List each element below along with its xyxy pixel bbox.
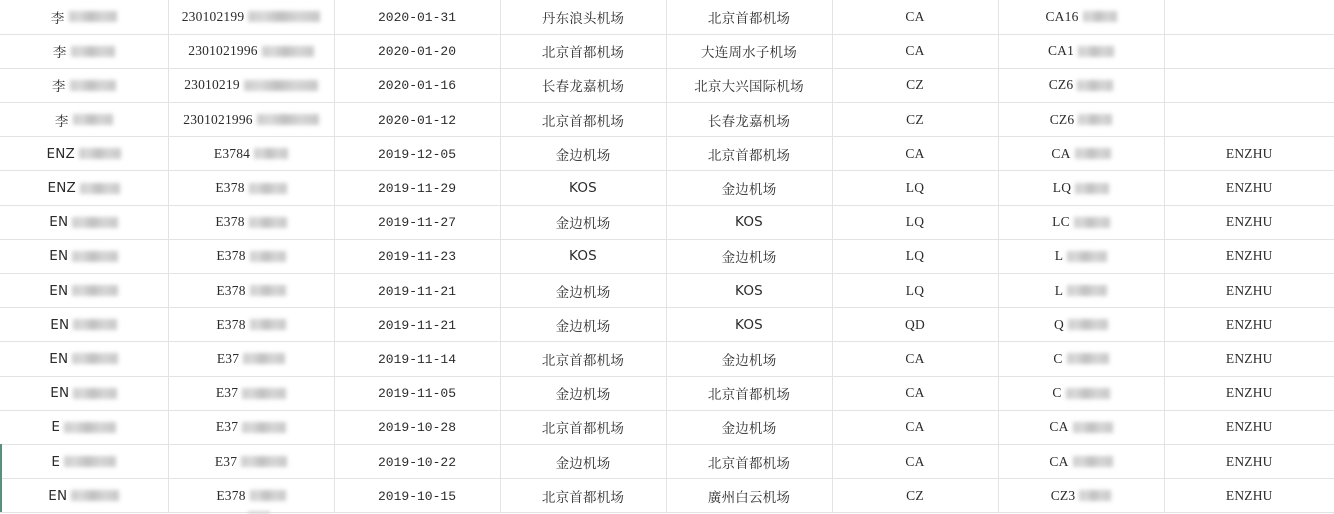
passenger-name-cell bbox=[0, 103, 168, 137]
arrival-airport-cell-text: 北京首都机场 bbox=[707, 147, 791, 164]
redaction-block bbox=[1066, 388, 1110, 399]
flight-number-cell bbox=[998, 103, 1164, 137]
id-number-cell bbox=[168, 68, 334, 102]
id-number-cell-text: 230102199 bbox=[181, 8, 245, 24]
flight-number-cell-text: CA1 bbox=[1047, 43, 1075, 59]
departure-airport-cell bbox=[500, 308, 666, 342]
passenger-name-cell bbox=[0, 68, 168, 102]
flight-date-cell-text: 2019-11-21 bbox=[377, 283, 456, 299]
tag-cell bbox=[1164, 376, 1334, 410]
redaction-block bbox=[250, 319, 286, 330]
table-row[interactable] bbox=[0, 239, 1334, 273]
redaction-block bbox=[69, 11, 117, 22]
redaction-block bbox=[262, 46, 314, 57]
passenger-name-cell bbox=[0, 342, 168, 376]
departure-airport-cell bbox=[500, 171, 666, 205]
arrival-airport-cell-text: 大连周水子机场 bbox=[701, 45, 797, 62]
redaction-block bbox=[248, 11, 320, 22]
airline-code-cell-text: LQ bbox=[905, 180, 925, 196]
tag-cell bbox=[1164, 410, 1334, 444]
flight-date-cell bbox=[334, 376, 500, 410]
arrival-airport-cell bbox=[666, 137, 832, 171]
id-number-cell bbox=[168, 274, 334, 308]
redaction-block bbox=[73, 114, 113, 125]
passenger-name-cell-text: 李 bbox=[51, 79, 66, 96]
flight-date-cell-text: 2019-11-21 bbox=[377, 317, 456, 333]
table-row[interactable] bbox=[0, 103, 1334, 137]
id-number-cell-text: E378 bbox=[216, 282, 246, 298]
redaction-block bbox=[72, 285, 118, 296]
redaction-block bbox=[1068, 319, 1108, 330]
airline-code-cell-text: CA bbox=[905, 385, 925, 401]
airline-code-cell bbox=[832, 103, 998, 137]
table-row[interactable] bbox=[0, 308, 1334, 342]
id-number-cell bbox=[168, 479, 334, 513]
arrival-airport-cell bbox=[666, 0, 832, 34]
airline-code-cell-text: CZ bbox=[906, 111, 924, 127]
table-row[interactable] bbox=[0, 479, 1334, 513]
airline-code-cell bbox=[832, 171, 998, 205]
redaction-block bbox=[1067, 251, 1107, 262]
arrival-airport-cell bbox=[666, 274, 832, 308]
flight-number-cell bbox=[998, 0, 1164, 34]
redaction-block bbox=[244, 80, 318, 91]
departure-airport-cell bbox=[500, 68, 666, 102]
arrival-airport-cell bbox=[666, 342, 832, 376]
flight-number-cell bbox=[998, 479, 1164, 513]
tag-cell-text: ENZHU bbox=[1225, 487, 1273, 503]
flight-date-cell-text: 2019-10-28 bbox=[377, 420, 456, 436]
flight-date-cell-text: 2019-10-15 bbox=[377, 488, 456, 504]
tag-cell bbox=[1164, 342, 1334, 376]
airline-code-cell bbox=[832, 376, 998, 410]
airline-code-cell bbox=[832, 68, 998, 102]
flight-date-cell bbox=[334, 103, 500, 137]
flight-number-cell-text: CA16 bbox=[1045, 8, 1079, 24]
tag-cell-text: ENZHU bbox=[1225, 350, 1273, 366]
table-row[interactable] bbox=[0, 444, 1334, 478]
passenger-name-cell bbox=[0, 205, 168, 239]
id-number-cell-text: E37 bbox=[215, 385, 239, 401]
flight-number-cell-text: CA bbox=[1051, 145, 1071, 161]
redaction-block bbox=[64, 422, 116, 433]
redaction-block bbox=[1067, 285, 1107, 296]
arrival-airport-cell bbox=[666, 103, 832, 137]
departure-airport-cell bbox=[500, 342, 666, 376]
airline-code-cell bbox=[832, 205, 998, 239]
redaction-block bbox=[243, 353, 285, 364]
passenger-name-cell bbox=[0, 444, 168, 478]
redaction-block bbox=[250, 490, 286, 501]
redaction-block bbox=[241, 456, 287, 467]
flight-number-cell-text: Q bbox=[1054, 316, 1064, 332]
arrival-airport-cell-text: 廣州白云机场 bbox=[707, 489, 791, 506]
redaction-block bbox=[1078, 114, 1112, 125]
airline-code-cell bbox=[832, 137, 998, 171]
redaction-block bbox=[73, 319, 117, 330]
flight-date-cell-text: 2020-01-31 bbox=[377, 9, 456, 25]
id-number-cell-text: 2301021996 bbox=[188, 43, 258, 59]
flight-number-cell-text: CZ6 bbox=[1049, 111, 1075, 127]
passenger-name-cell-text: EN bbox=[49, 214, 69, 231]
id-number-cell-text: E378 bbox=[216, 316, 246, 332]
arrival-airport-cell-text: 长春龙嘉机场 bbox=[707, 113, 791, 130]
row-selection-marker bbox=[0, 478, 2, 512]
departure-airport-cell bbox=[500, 444, 666, 478]
flight-number-cell bbox=[998, 205, 1164, 239]
table-row[interactable] bbox=[0, 274, 1334, 308]
redaction-block bbox=[249, 217, 287, 228]
flight-date-cell-text: 2019-10-22 bbox=[377, 454, 456, 470]
redaction-block bbox=[249, 183, 287, 194]
tag-cell-text: ENZHU bbox=[1225, 248, 1273, 264]
row-selection-marker bbox=[0, 444, 2, 478]
id-number-cell-text: E378 bbox=[216, 248, 246, 264]
redaction-block bbox=[64, 456, 116, 467]
id-number-cell-text: E37 bbox=[215, 419, 239, 435]
redaction-block bbox=[1073, 456, 1113, 467]
airline-code-cell bbox=[832, 274, 998, 308]
table-row[interactable] bbox=[0, 205, 1334, 239]
flight-date-cell bbox=[334, 171, 500, 205]
passenger-name-cell-text: EN bbox=[50, 316, 70, 333]
tag-cell bbox=[1164, 308, 1334, 342]
redaction-block bbox=[1067, 353, 1109, 364]
id-number-cell bbox=[168, 137, 334, 171]
flight-date-cell bbox=[334, 68, 500, 102]
passenger-name-cell bbox=[0, 274, 168, 308]
arrival-airport-cell-text: KOS bbox=[735, 214, 763, 231]
arrival-airport-cell bbox=[666, 444, 832, 478]
flight-date-cell bbox=[334, 308, 500, 342]
flight-number-cell bbox=[998, 444, 1164, 478]
redaction-block bbox=[80, 183, 120, 194]
table-row[interactable] bbox=[0, 410, 1334, 444]
id-number-cell-text: E3784 bbox=[213, 145, 251, 161]
flight-number-cell bbox=[998, 308, 1164, 342]
id-number-cell bbox=[168, 34, 334, 68]
tag-cell bbox=[1164, 479, 1334, 513]
tag-cell bbox=[1164, 137, 1334, 171]
redaction-block bbox=[242, 422, 286, 433]
arrival-airport-cell-text: 金边机场 bbox=[721, 421, 777, 438]
id-number-cell bbox=[168, 205, 334, 239]
redaction-block bbox=[242, 388, 286, 399]
id-number-cell-text: 2301021996 bbox=[183, 111, 253, 127]
passenger-name-cell-text: EN bbox=[48, 487, 68, 504]
departure-airport-cell-text: 北京首都机场 bbox=[541, 489, 625, 506]
flight-number-cell bbox=[998, 274, 1164, 308]
flight-number-cell-text: C bbox=[1052, 385, 1062, 401]
redaction-block bbox=[1075, 183, 1109, 194]
flight-date-cell bbox=[334, 239, 500, 273]
table-row[interactable] bbox=[0, 0, 1334, 34]
airline-code-cell bbox=[832, 34, 998, 68]
arrival-airport-cell bbox=[666, 239, 832, 273]
tag-cell bbox=[1164, 205, 1334, 239]
tag-cell bbox=[1164, 68, 1334, 102]
flight-date-cell bbox=[334, 0, 500, 34]
tag-cell-text: ENZHU bbox=[1225, 453, 1273, 469]
id-number-cell bbox=[168, 239, 334, 273]
departure-airport-cell-text: 金边机场 bbox=[555, 318, 611, 335]
tag-cell-text: ENZHU bbox=[1225, 214, 1273, 230]
table-row[interactable] bbox=[0, 342, 1334, 376]
tag-cell-text: ENZHU bbox=[1225, 385, 1273, 401]
airline-code-cell bbox=[832, 0, 998, 34]
table-row[interactable] bbox=[0, 137, 1334, 171]
redaction-block bbox=[71, 490, 119, 501]
passenger-name-cell-text: EN bbox=[50, 385, 70, 402]
flight-number-cell bbox=[998, 171, 1164, 205]
id-number-cell-text: E37 bbox=[214, 453, 238, 469]
arrival-airport-cell bbox=[666, 68, 832, 102]
flight-number-cell-text: C bbox=[1053, 350, 1063, 366]
passenger-name-cell-text: ENZ bbox=[46, 145, 75, 162]
arrival-airport-cell-text: 北京首都机场 bbox=[707, 10, 791, 27]
passenger-name-cell-text: EN bbox=[49, 350, 69, 367]
redaction-block bbox=[1078, 46, 1114, 57]
redaction-block bbox=[72, 353, 118, 364]
id-number-cell bbox=[168, 444, 334, 478]
passenger-name-cell-text: 李 bbox=[52, 45, 67, 62]
tag-cell bbox=[1164, 444, 1334, 478]
departure-airport-cell-text: KOS bbox=[569, 180, 597, 197]
redaction-block bbox=[72, 217, 118, 228]
passenger-name-cell bbox=[0, 34, 168, 68]
flight-date-cell-text: 2020-01-16 bbox=[377, 78, 456, 94]
tag-cell bbox=[1164, 34, 1334, 68]
departure-airport-cell-text: 金边机场 bbox=[555, 455, 611, 472]
passenger-name-cell bbox=[0, 171, 168, 205]
departure-airport-cell-text: 金边机场 bbox=[555, 387, 611, 404]
redaction-block bbox=[1075, 148, 1111, 159]
redaction-block bbox=[71, 46, 115, 57]
tag-cell bbox=[1164, 103, 1334, 137]
flight-number-cell bbox=[998, 410, 1164, 444]
passenger-name-cell-text: E bbox=[51, 419, 61, 436]
id-number-cell bbox=[168, 0, 334, 34]
airline-code-cell-text: LQ bbox=[905, 282, 925, 298]
id-number-cell bbox=[168, 376, 334, 410]
arrival-airport-cell-text: 北京首都机场 bbox=[707, 387, 791, 404]
arrival-airport-cell bbox=[666, 410, 832, 444]
departure-airport-cell bbox=[500, 205, 666, 239]
flight-date-cell bbox=[334, 410, 500, 444]
airline-code-cell-text: CZ bbox=[906, 487, 924, 503]
flight-number-cell-text: L bbox=[1054, 282, 1064, 298]
departure-airport-cell bbox=[500, 103, 666, 137]
id-number-cell bbox=[168, 410, 334, 444]
table-row[interactable] bbox=[0, 171, 1334, 205]
id-number-cell-text: E378 bbox=[215, 180, 245, 196]
airline-code-cell bbox=[832, 342, 998, 376]
redaction-block bbox=[73, 388, 117, 399]
airline-code-cell-text: CA bbox=[905, 8, 925, 24]
departure-airport-cell bbox=[500, 479, 666, 513]
arrival-airport-cell-text: KOS bbox=[735, 282, 763, 299]
flight-date-cell bbox=[334, 274, 500, 308]
departure-airport-cell bbox=[500, 410, 666, 444]
departure-airport-cell-text: KOS bbox=[569, 248, 597, 265]
flight-date-cell bbox=[334, 479, 500, 513]
redaction-block bbox=[1073, 422, 1113, 433]
airline-code-cell-text: QD bbox=[905, 316, 925, 332]
flight-date-cell-text: 2019-11-05 bbox=[377, 386, 456, 402]
tag-cell bbox=[1164, 274, 1334, 308]
airline-code-cell-text: CA bbox=[905, 145, 925, 161]
airline-code-cell bbox=[832, 410, 998, 444]
departure-airport-cell bbox=[500, 34, 666, 68]
departure-airport-cell-text: 北京首都机场 bbox=[541, 421, 625, 438]
table-row[interactable] bbox=[0, 376, 1334, 410]
flight-number-cell bbox=[998, 34, 1164, 68]
airline-code-cell-text: CA bbox=[905, 350, 925, 366]
redaction-block bbox=[72, 251, 118, 262]
redaction-block bbox=[1079, 490, 1111, 501]
redaction-block bbox=[257, 114, 319, 125]
departure-airport-cell-text: 金边机场 bbox=[555, 284, 611, 301]
departure-airport-cell-text: 金边机场 bbox=[555, 147, 611, 164]
arrival-airport-cell-text: 北京首都机场 bbox=[707, 455, 791, 472]
passenger-name-cell bbox=[0, 410, 168, 444]
passenger-name-cell-text: EN bbox=[49, 282, 69, 299]
tag-cell-text: ENZHU bbox=[1225, 282, 1273, 298]
redaction-block bbox=[70, 80, 116, 91]
passenger-name-cell-text: 李 bbox=[50, 10, 65, 27]
flight-number-cell bbox=[998, 68, 1164, 102]
id-number-cell-text: E37 bbox=[216, 350, 240, 366]
flight-date-cell-text: 2019-11-14 bbox=[377, 351, 456, 367]
flight-date-cell bbox=[334, 137, 500, 171]
redaction-block bbox=[79, 148, 121, 159]
flight-number-cell bbox=[998, 137, 1164, 171]
departure-airport-cell-text: 长春龙嘉机场 bbox=[541, 79, 625, 96]
id-number-cell bbox=[168, 308, 334, 342]
arrival-airport-cell bbox=[666, 171, 832, 205]
passenger-name-cell bbox=[0, 376, 168, 410]
departure-airport-cell bbox=[500, 0, 666, 34]
flight-date-cell-text: 2019-11-29 bbox=[377, 181, 456, 197]
tag-cell-text: ENZHU bbox=[1225, 180, 1273, 196]
flight-number-cell-text: CA bbox=[1049, 453, 1069, 469]
departure-airport-cell-text: 北京首都机场 bbox=[541, 352, 625, 369]
airline-code-cell bbox=[832, 444, 998, 478]
redaction-block bbox=[1083, 11, 1117, 22]
id-number-cell-text: E378 bbox=[215, 214, 245, 230]
arrival-airport-cell-text: 金边机场 bbox=[721, 352, 777, 369]
departure-airport-cell-text: 北京首都机场 bbox=[541, 113, 625, 130]
flight-number-cell-text: L bbox=[1054, 248, 1064, 264]
passenger-name-cell-text: E bbox=[51, 453, 61, 470]
arrival-airport-cell bbox=[666, 479, 832, 513]
flight-number-cell-text: LC bbox=[1052, 214, 1070, 230]
arrival-airport-cell bbox=[666, 205, 832, 239]
airline-code-cell bbox=[832, 308, 998, 342]
arrival-airport-cell-text: 金边机场 bbox=[721, 182, 777, 199]
airline-code-cell-text: CA bbox=[905, 43, 925, 59]
departure-airport-cell bbox=[500, 239, 666, 273]
arrival-airport-cell bbox=[666, 376, 832, 410]
flight-number-cell-text: LQ bbox=[1052, 180, 1072, 196]
flight-number-cell-text: CA bbox=[1049, 419, 1069, 435]
passenger-name-cell bbox=[0, 239, 168, 273]
flight-number-cell-text: CZ6 bbox=[1048, 77, 1074, 93]
departure-airport-cell-text: 丹东浪头机场 bbox=[541, 10, 625, 27]
flight-date-cell-text: 2019-11-23 bbox=[377, 249, 456, 265]
flight-date-cell-text: 2019-12-05 bbox=[377, 146, 456, 162]
table-row[interactable] bbox=[0, 34, 1334, 68]
flight-date-cell bbox=[334, 34, 500, 68]
flight-date-cell-text: 2019-11-27 bbox=[377, 215, 456, 231]
tag-cell bbox=[1164, 239, 1334, 273]
redaction-block bbox=[254, 148, 288, 159]
airline-code-cell-text: LQ bbox=[905, 248, 925, 264]
passenger-name-cell bbox=[0, 0, 168, 34]
passenger-name-cell-text: ENZ bbox=[47, 180, 76, 197]
flight-date-cell bbox=[334, 342, 500, 376]
table-row[interactable] bbox=[0, 68, 1334, 102]
arrival-airport-cell-text: KOS bbox=[735, 316, 763, 333]
id-number-cell bbox=[168, 103, 334, 137]
airline-code-cell-text: LQ bbox=[905, 214, 925, 230]
airline-code-cell-text: CA bbox=[905, 453, 925, 469]
arrival-airport-cell bbox=[666, 308, 832, 342]
flight-number-cell bbox=[998, 342, 1164, 376]
airline-code-cell-text: CA bbox=[905, 419, 925, 435]
departure-airport-cell-text: 金边机场 bbox=[555, 216, 611, 233]
tag-cell bbox=[1164, 171, 1334, 205]
flight-number-cell-text: CZ3 bbox=[1050, 487, 1076, 503]
id-number-cell bbox=[168, 342, 334, 376]
tag-cell-text: ENZHU bbox=[1225, 145, 1273, 161]
id-number-cell bbox=[168, 171, 334, 205]
departure-airport-cell bbox=[500, 274, 666, 308]
id-number-cell-text: E378 bbox=[216, 487, 246, 503]
tag-cell-text: ENZHU bbox=[1225, 316, 1273, 332]
redaction-block bbox=[1074, 217, 1110, 228]
id-number-cell-text: 23010219 bbox=[184, 77, 240, 93]
flight-date-cell-text: 2020-01-12 bbox=[377, 112, 456, 128]
tag-cell-text: ENZHU bbox=[1225, 419, 1273, 435]
flight-date-cell bbox=[334, 205, 500, 239]
airline-code-cell-text: CZ bbox=[906, 77, 924, 93]
departure-airport-cell bbox=[500, 376, 666, 410]
passenger-name-cell bbox=[0, 308, 168, 342]
redaction-block bbox=[1077, 80, 1113, 91]
flight-number-cell bbox=[998, 376, 1164, 410]
arrival-airport-cell-text: 北京大兴国际机场 bbox=[694, 79, 804, 96]
redaction-block bbox=[250, 251, 286, 262]
passenger-name-cell-text: 李 bbox=[54, 113, 69, 130]
passenger-name-cell bbox=[0, 137, 168, 171]
arrival-airport-cell-text: 金边机场 bbox=[721, 250, 777, 267]
airline-code-cell bbox=[832, 479, 998, 513]
tag-cell bbox=[1164, 0, 1334, 34]
flight-number-cell bbox=[998, 239, 1164, 273]
redaction-block bbox=[250, 285, 286, 296]
departure-airport-cell bbox=[500, 137, 666, 171]
flight-date-cell bbox=[334, 444, 500, 478]
departure-airport-cell-text: 北京首都机场 bbox=[541, 45, 625, 62]
airline-code-cell bbox=[832, 239, 998, 273]
arrival-airport-cell bbox=[666, 34, 832, 68]
passenger-name-cell-text: EN bbox=[49, 248, 69, 265]
passenger-name-cell bbox=[0, 479, 168, 513]
flight-date-cell-text: 2020-01-20 bbox=[377, 44, 456, 60]
